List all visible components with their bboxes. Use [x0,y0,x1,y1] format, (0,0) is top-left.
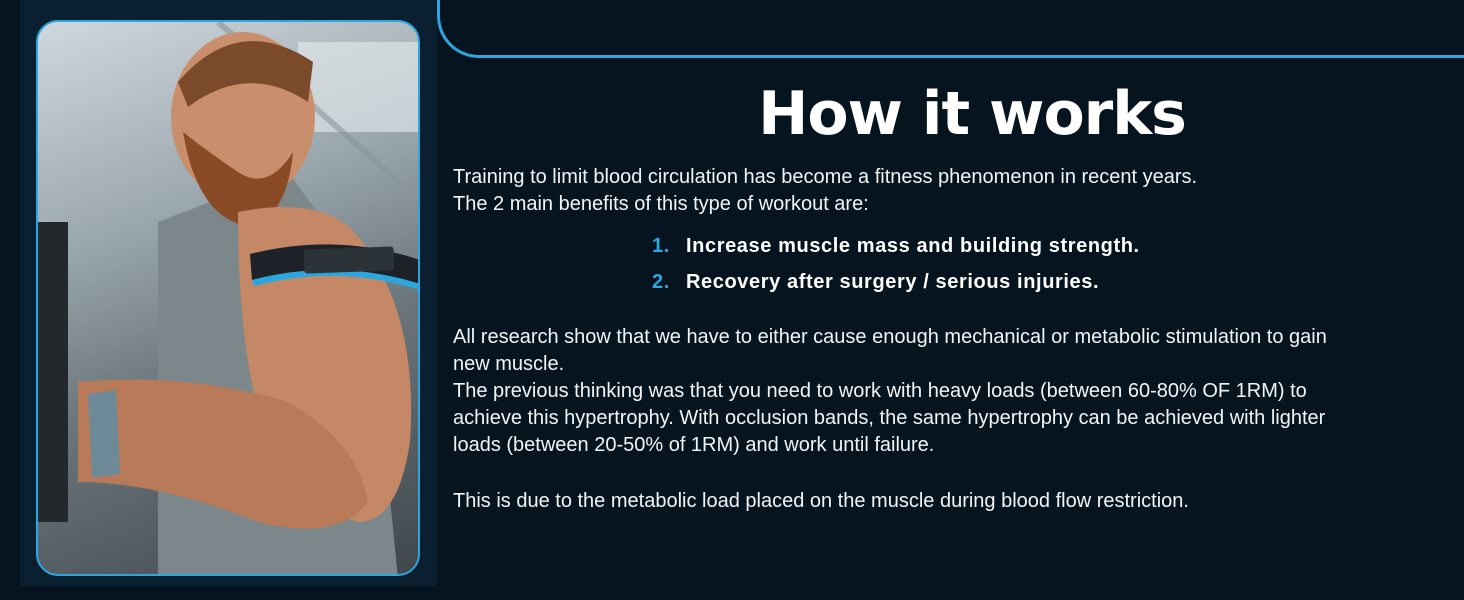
benefit-text: Recovery after surgery / serious injuries. [686,271,1100,293]
list-item [652,268,1140,304]
list-number: 1. [652,235,670,257]
header-frame [437,0,1464,58]
intro-line-2: The 2 main benefits of this type of workout are: [453,193,869,215]
paragraph1-line-2: new muscle. [453,353,565,375]
paragraph1-line-3: The previous thinking was that you need to work with heavy loads (between 60-80% OF 1RM) to [453,380,1307,402]
paragraph1-line-5: loads (between 20-50% of 1RM) and work until failure. [453,434,935,456]
paragraph2: This is due to the metabolic load placed on the muscle during blood flow restriction. [453,490,1189,512]
list-item [652,232,1140,268]
athlete-illustration [38,22,420,576]
intro-line-1: Training to limit blood circulation has become a fitness phenomenon in recent years. [453,166,1198,188]
page-title: How it works [758,79,1186,149]
benefits-list [652,232,1140,304]
athlete-photo [36,20,420,576]
benefit-text: Increase muscle mass and building strength. [686,235,1140,257]
paragraph1-line-1: All research show that we have to either cause enough mechanical or metabolic stimulation to gain [453,326,1327,348]
paragraph1-line-4: achieve this hypertrophy. With occlusion bands, the same hypertrophy can be achieved with lighter [453,407,1326,429]
list-number: 2. [652,271,670,293]
